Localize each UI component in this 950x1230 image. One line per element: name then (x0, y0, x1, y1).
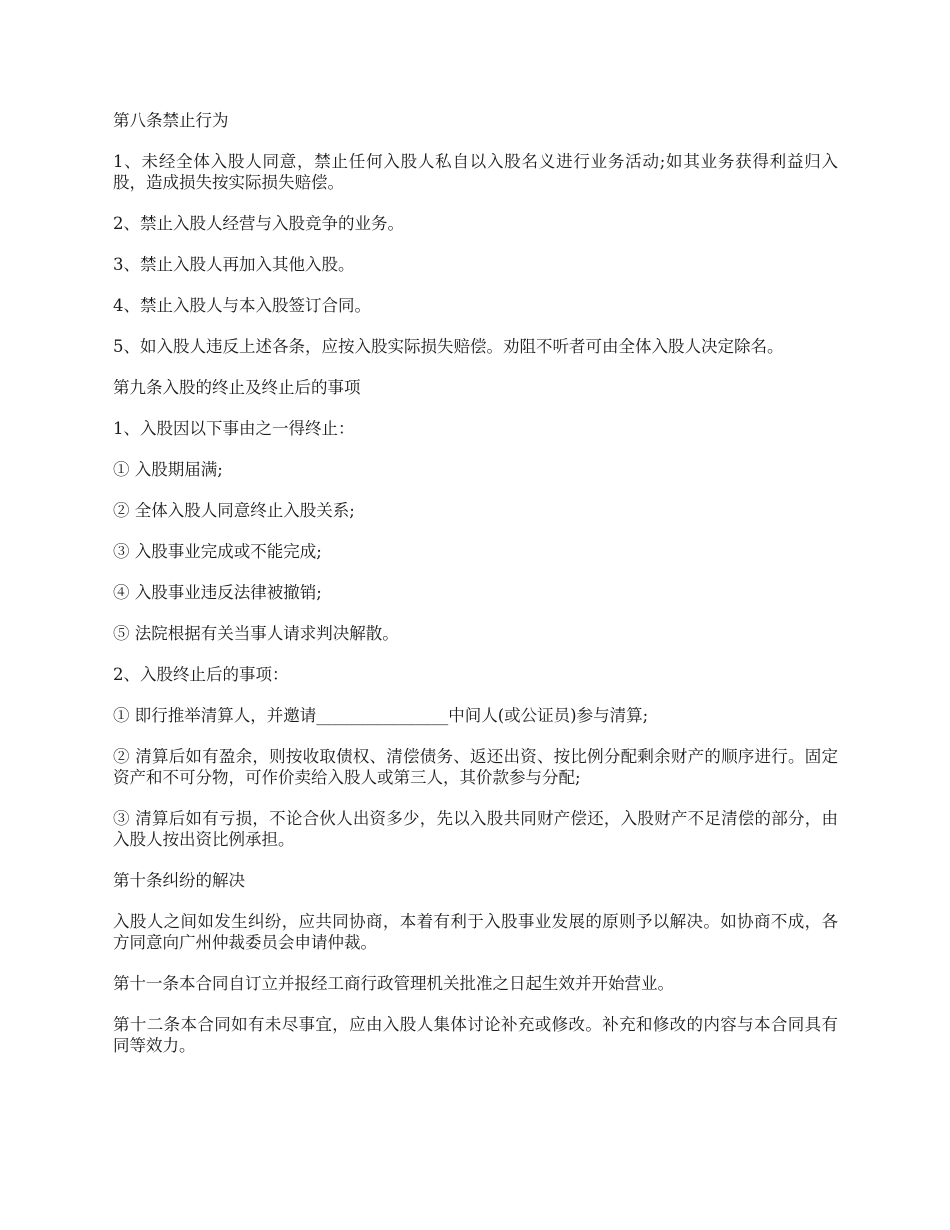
article-8-clause-5: 5、如入股人违反上述各条，应按入股实际损失赔偿。劝阻不听者可由全体入股人决定除名。 (113, 337, 784, 356)
article-9-sub-item-1: ① 即行推举清算人，并邀请________________中间人(或公证员)参与清算; (113, 706, 649, 725)
article-8-clause-2: 2、禁止入股人经营与入股竞争的业务。 (113, 214, 404, 233)
article-10-body: 入股人之间如发生纠纷，应共同协商，本着有利于入股事业发展的原则予以解决。如协商不成，各方同意向广州仲裁委员会申请仲裁。 (113, 912, 838, 952)
article-8-clause-3: 3、禁止入股人再加入其他入股。 (113, 255, 355, 274)
article-12: 第十二条本合同如有未尽事宜，应由入股人集体讨论补充或修改。补充和修改的内容与本合同具有同等效力。 (113, 1015, 838, 1055)
article-8-clause-4: 4、禁止入股人与本入股签订合同。 (113, 296, 371, 315)
article-9-item-1: ① 入股期届满; (113, 460, 223, 479)
article-8-heading: 第八条禁止行为 (113, 111, 229, 130)
article-9-item-5: ⑤ 法院根据有关当事人请求判决解散。 (113, 624, 399, 643)
article-9-item-2: ② 全体入股人同意终止入股关系; (113, 501, 355, 520)
article-9-clause-1: 1、入股因以下事由之一得终止： (113, 419, 355, 438)
article-9-sub-item-2: ② 清算后如有盈余，则按收取债权、清偿债务、返还出资、按比例分配剩余财产的顺序进行。固定资产和不可分物，可作价卖给入股人或第三人，其价款参与分配; (113, 747, 838, 787)
article-9-item-4: ④ 入股事业违反法律被撤销; (113, 583, 322, 602)
article-9-item-3: ③ 入股事业完成或不能完成; (113, 542, 322, 561)
article-10-heading: 第十条纠纷的解决 (113, 871, 245, 890)
document-page (113, 110, 838, 1076)
article-9-heading: 第九条入股的终止及终止后的事项 (113, 378, 361, 397)
article-9-sub-item-3: ③ 清算后如有亏损，不论合伙人出资多少，先以入股共同财产偿还，入股财产不足清偿的部分，由入股人按出资比例承担。 (113, 809, 838, 849)
article-11: 第十一条本合同自订立并报经工商行政管理机关批准之日起生效并开始营业。 (113, 974, 674, 993)
article-8-clause-1: 1、未经全体入股人同意，禁止任何入股人私自以入股名义进行业务活动;如其业务获得利益归入股，造成损失按实际损失赔偿。 (113, 152, 838, 192)
article-9-clause-2: 2、入股终止后的事项： (113, 665, 289, 684)
